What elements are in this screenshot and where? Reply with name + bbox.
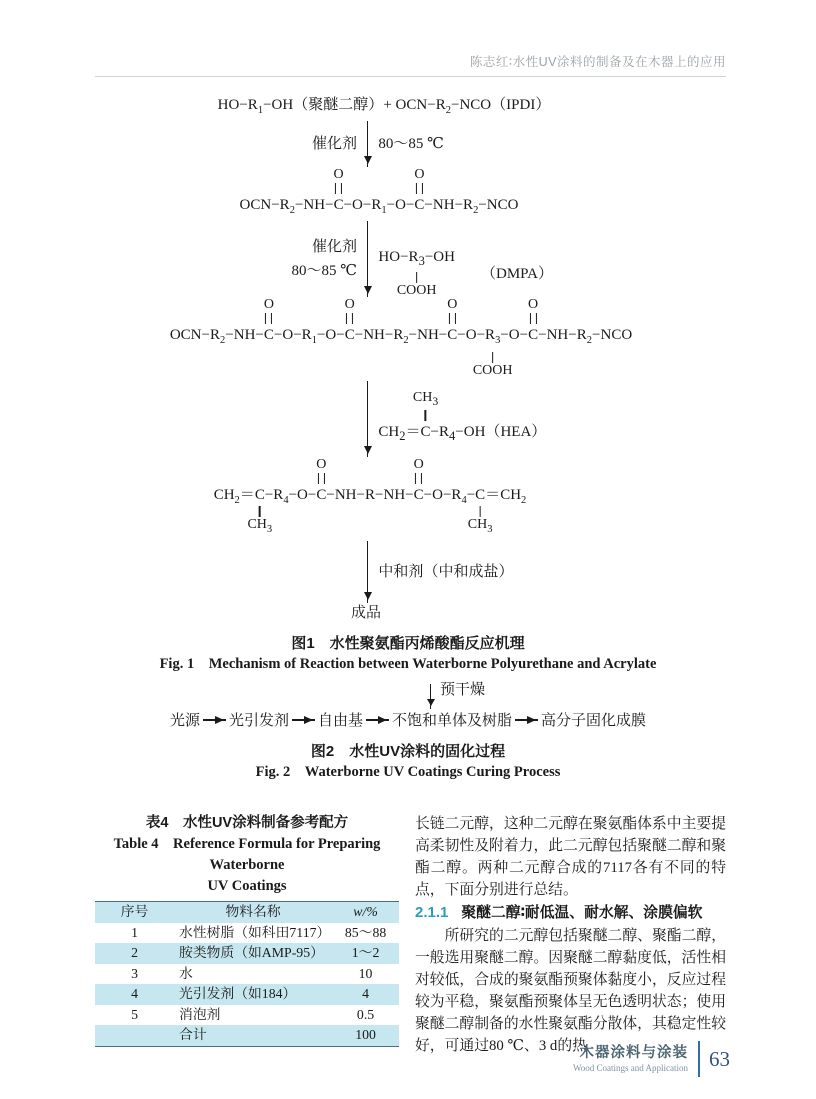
- table-cell: 1: [131, 924, 138, 940]
- chem-text: $CH_2=$: [378, 424, 421, 443]
- chem-text: $-R_4-O-$: [264, 487, 317, 506]
- chem-label: $CH_3$: [247, 517, 273, 535]
- chem-text: −O−: [457, 327, 486, 343]
- arrow-label: [90, 132, 357, 156]
- chem-text: −O−: [500, 327, 529, 343]
- chem-label: O: [263, 297, 274, 312]
- table-cell: 水性树脂（如科田7117）: [179, 924, 331, 940]
- table-cell: 光引发剂（如184）: [179, 986, 297, 1002]
- chem-text: $-R_4-OH(HEA)$: [430, 424, 547, 443]
- table-cell: 100: [355, 1027, 376, 1043]
- table-row: [95, 923, 399, 944]
- chem-atom-stack: （DMPA）: [480, 266, 553, 282]
- double-bond-icon: [416, 183, 423, 194]
- flow-arrow-icon: [203, 719, 226, 721]
- single-bond-icon: [479, 506, 480, 517]
- bond-below: [468, 505, 493, 537]
- single-bond-icon: [492, 352, 493, 363]
- arrow-right-labels: [368, 134, 726, 154]
- single-bond-icon: [259, 506, 260, 517]
- pre-dry-label: 预干燥: [440, 682, 486, 698]
- bond-above: [345, 298, 355, 325]
- double-bond-icon: [415, 473, 422, 484]
- chem-label: $CH_3$: [467, 517, 493, 535]
- table-cell: 10: [358, 965, 373, 981]
- chem-formula: [90, 167, 726, 221]
- journal-name-en: Wood Coatings and Application: [572, 1062, 688, 1073]
- bond-below: [247, 505, 272, 537]
- arrow-right-labels: [368, 562, 726, 582]
- arrow-label: [90, 235, 357, 259]
- figure2-caption-en: Fig. 2 Waterborne UV Coatings Curing Process: [255, 764, 561, 780]
- chem-label: O: [414, 167, 425, 182]
- table-header-cell: w/%: [353, 904, 378, 920]
- figure1-caption-zh: 图1 水性聚氨酯丙烯酸酯反应机理: [291, 635, 525, 652]
- table4-caption-zh: 表4 水性UV涂料制备参考配方: [145, 815, 349, 831]
- chem-atom-stack: C $CH_3$: [412, 390, 439, 440]
- bond-above: [316, 458, 326, 485]
- chem-label: COOH: [472, 363, 513, 378]
- flow-arrow-icon: [366, 719, 389, 721]
- chem-label: O: [528, 297, 539, 312]
- chem-atom-stack: $R_3$ COOH: [472, 327, 513, 378]
- table4-caption-en-line1: Table 4 Reference Formula for Preparing Waterborne: [113, 836, 381, 873]
- chem-text: $=CH_2$: [485, 487, 527, 506]
- page-number: 63: [709, 1046, 730, 1071]
- chem-atom-stack: C O: [263, 297, 274, 343]
- table-row: [95, 1025, 399, 1046]
- flow-item: 光源: [169, 713, 200, 729]
- section-title: 聚醚二醇∶耐低温、耐水解、涂膜偏软: [461, 905, 703, 921]
- down-arrow-icon: [367, 381, 368, 457]
- figure2-caption-zh: 图2 水性UV涂料的固化过程: [310, 743, 506, 760]
- double-bond-icon: [318, 473, 325, 484]
- chem-atom-stack: C O: [413, 457, 424, 503]
- table-cell: 4: [362, 986, 369, 1002]
- table4-column: [95, 813, 399, 1057]
- chem-formula: [90, 95, 726, 121]
- table4-caption-en: [95, 834, 399, 897]
- down-arrow-icon: [367, 121, 368, 167]
- reaction-arrow: [90, 381, 726, 457]
- flow-arrow-icon: [292, 719, 315, 721]
- figure2-flow-diagram: [90, 682, 726, 731]
- chem-formula-row: [351, 603, 381, 623]
- chem-label: $CH_3$: [412, 390, 439, 408]
- bond-above: [528, 298, 538, 325]
- table-header-cell: 序号: [120, 904, 149, 920]
- chem-formula-row: [218, 95, 551, 121]
- arrow-left-labels: [90, 132, 367, 156]
- table-cell: 4: [131, 986, 138, 1002]
- double-bond-icon: [265, 313, 272, 324]
- arrow-label: [378, 247, 726, 298]
- bond-below: [473, 351, 513, 378]
- flow-arrow-icon: [515, 719, 538, 721]
- chem-text: −NH−R−NH−: [326, 487, 414, 503]
- table-cell: 0.5: [356, 1006, 375, 1022]
- figure1-reaction-scheme: [90, 95, 726, 675]
- chem-label: O: [333, 167, 344, 182]
- chem-text: $HO-R_1-OH$（聚醚二醇）+ $OCN-R_2-NCO(IPDI)$: [217, 97, 551, 116]
- double-bond-icon: [530, 313, 537, 324]
- reaction-arrow: [90, 541, 726, 603]
- arrow-label: [378, 134, 726, 154]
- flow-item: 高分子固化成膜: [541, 713, 647, 729]
- arrow-right-labels: [368, 392, 726, 446]
- pre-dry-arrow-icon: [430, 684, 431, 709]
- double-bond-icon: [346, 313, 353, 324]
- chem-formula: [90, 297, 726, 381]
- chem-label: O: [316, 457, 327, 472]
- chem-text: $-O-R_1-O-$: [273, 327, 345, 346]
- journal-name-zh: 木器涂料与涂装: [579, 1044, 688, 1061]
- header-rule: [95, 76, 726, 77]
- chem-text: $-NH-R_2-NCO$: [538, 327, 633, 346]
- chem-formula-row: [239, 167, 519, 221]
- down-arrow-icon: [367, 541, 368, 603]
- page-footer: [573, 1041, 730, 1077]
- table-row: [95, 964, 399, 985]
- double-bond-icon: [335, 183, 342, 194]
- arrow-label: [90, 259, 357, 283]
- arrow-right-labels: [368, 247, 726, 298]
- chem-text: $CH_2=$: [213, 487, 255, 506]
- bond-below: [397, 271, 437, 298]
- chem-text: 中和剂（中和成盐）: [378, 564, 514, 580]
- chem-formula: [90, 603, 726, 623]
- figure1-scheme-body: [90, 95, 726, 623]
- double-bond-icon: [449, 313, 456, 324]
- chem-formula-row: [213, 457, 527, 535]
- chem-text: −OH: [424, 249, 455, 265]
- chem-atom-stack: C O: [414, 167, 425, 213]
- arrow-label: [378, 562, 726, 582]
- bond-above: [414, 168, 424, 195]
- chem-atom-stack: C O: [344, 297, 355, 343]
- table-row: [95, 943, 399, 964]
- chem-text: $OCN-R_2-NH-$: [169, 327, 264, 346]
- bond-above: [414, 458, 424, 485]
- chem-atom-stack: C O: [528, 297, 539, 343]
- table-cell: 3: [131, 965, 138, 981]
- two-column-area: [95, 813, 726, 1057]
- chem-text: 催化剂: [311, 239, 357, 255]
- table-cell: 水: [179, 965, 193, 981]
- bond-above: [413, 391, 438, 422]
- table-cell: 2: [131, 945, 138, 961]
- chem-formula-row: [169, 297, 633, 378]
- figure1-caption-en: Fig. 1 Mechanism of Reaction between Waterborne Polyurethane and Acrylate: [159, 656, 657, 672]
- chem-label: COOH: [396, 283, 437, 298]
- reaction-arrow: [90, 121, 726, 167]
- chem-text: $-O-R_1-O-$: [343, 197, 415, 216]
- running-header: 陈志红∶水性UV涂料的制备及在木器上的应用: [469, 55, 726, 69]
- chem-atom-stack: C O: [333, 167, 344, 213]
- table-cell: 1～2: [351, 945, 380, 961]
- table4-caption-en-line2: UV Coatings: [207, 878, 287, 894]
- table-cell: 85～88: [344, 924, 387, 940]
- chem-atom-stack: C O: [447, 297, 458, 343]
- down-arrow-icon: [367, 221, 368, 297]
- flow-item: 不饱和单体及树脂 预干燥: [392, 682, 513, 729]
- chem-text: HO−: [378, 249, 409, 265]
- chem-label: O: [344, 297, 355, 312]
- table-row: [95, 984, 399, 1005]
- table-cell: 合计: [179, 1027, 207, 1043]
- table-cell: 胺类物质（如AMP-95）: [179, 945, 324, 961]
- chem-label: O: [447, 297, 458, 312]
- chem-atom-stack: C O: [316, 457, 327, 503]
- arrow-label: [378, 392, 726, 446]
- table-header-row: [95, 902, 399, 923]
- table-header-cell: 物料名称: [225, 904, 281, 920]
- chem-atom-stack: $R_3$ COOH: [396, 249, 437, 298]
- paragraph: 长链二元醇，这种二元醇在聚氨酯体系中主要提高柔韧性及附着力，此二元醇包括聚醚二醇和聚酯二醇。两种二元醇合成的7117各有不同的特点，下面分别进行总结。: [415, 816, 726, 898]
- section-number: 2.1.1: [415, 904, 449, 921]
- chem-text: $-NH-R_2-NH-$: [354, 327, 448, 346]
- section-heading: [415, 902, 726, 924]
- chem-text: $OCN-R_2-NH-$: [239, 197, 334, 216]
- table-row: [95, 1005, 399, 1026]
- bond-above: [264, 298, 274, 325]
- chem-text: 催化剂: [311, 136, 357, 152]
- chem-text: 成品: [350, 605, 382, 621]
- single-bond-icon: [425, 410, 426, 421]
- chem-text: 80～85 ℃: [291, 263, 357, 279]
- chem-formula: [90, 457, 726, 541]
- chem-text: 80～85 ℃: [378, 136, 444, 152]
- arrow-left-labels: [90, 235, 367, 283]
- single-bond-icon: [416, 272, 417, 283]
- chem-atom-stack: C $CH_3$: [247, 487, 273, 535]
- paragraph: 所研究的二元醇包括聚醚二醇、聚酯二醇，一般选用聚醚二醇。因聚醚二醇黏度低，活性相对较低，合成的聚氨酯预聚体黏度小，反应过程较为平稳，聚氨酯预聚体呈无色透明状态；使用聚醚二醇制备的水性聚氨酯分散体，其稳定性较好，可通过80 ℃、3 d的热: [415, 928, 726, 1054]
- table-cell: [95, 1025, 174, 1046]
- figure2-curing-process: [90, 682, 726, 783]
- chem-text: $-O-R_4-$: [423, 487, 476, 506]
- footer-divider: [698, 1041, 700, 1077]
- table-cell: 消泡剂: [179, 1006, 221, 1022]
- bond-above: [447, 298, 457, 325]
- flow-item: 自由基: [317, 713, 363, 729]
- body-text-column: [415, 813, 726, 1057]
- table-cell: 5: [131, 1006, 138, 1022]
- chem-label: O: [413, 457, 424, 472]
- formula-reference-table: [95, 901, 399, 1047]
- chem-atom-stack: C $CH_3$: [467, 487, 493, 535]
- journal-mark: [573, 1045, 688, 1074]
- bond-above: [334, 168, 344, 195]
- flow-item: 光引发剂: [228, 713, 289, 729]
- chem-text: $-NH-R_2-NCO$: [424, 197, 519, 216]
- reaction-arrow: [90, 221, 726, 297]
